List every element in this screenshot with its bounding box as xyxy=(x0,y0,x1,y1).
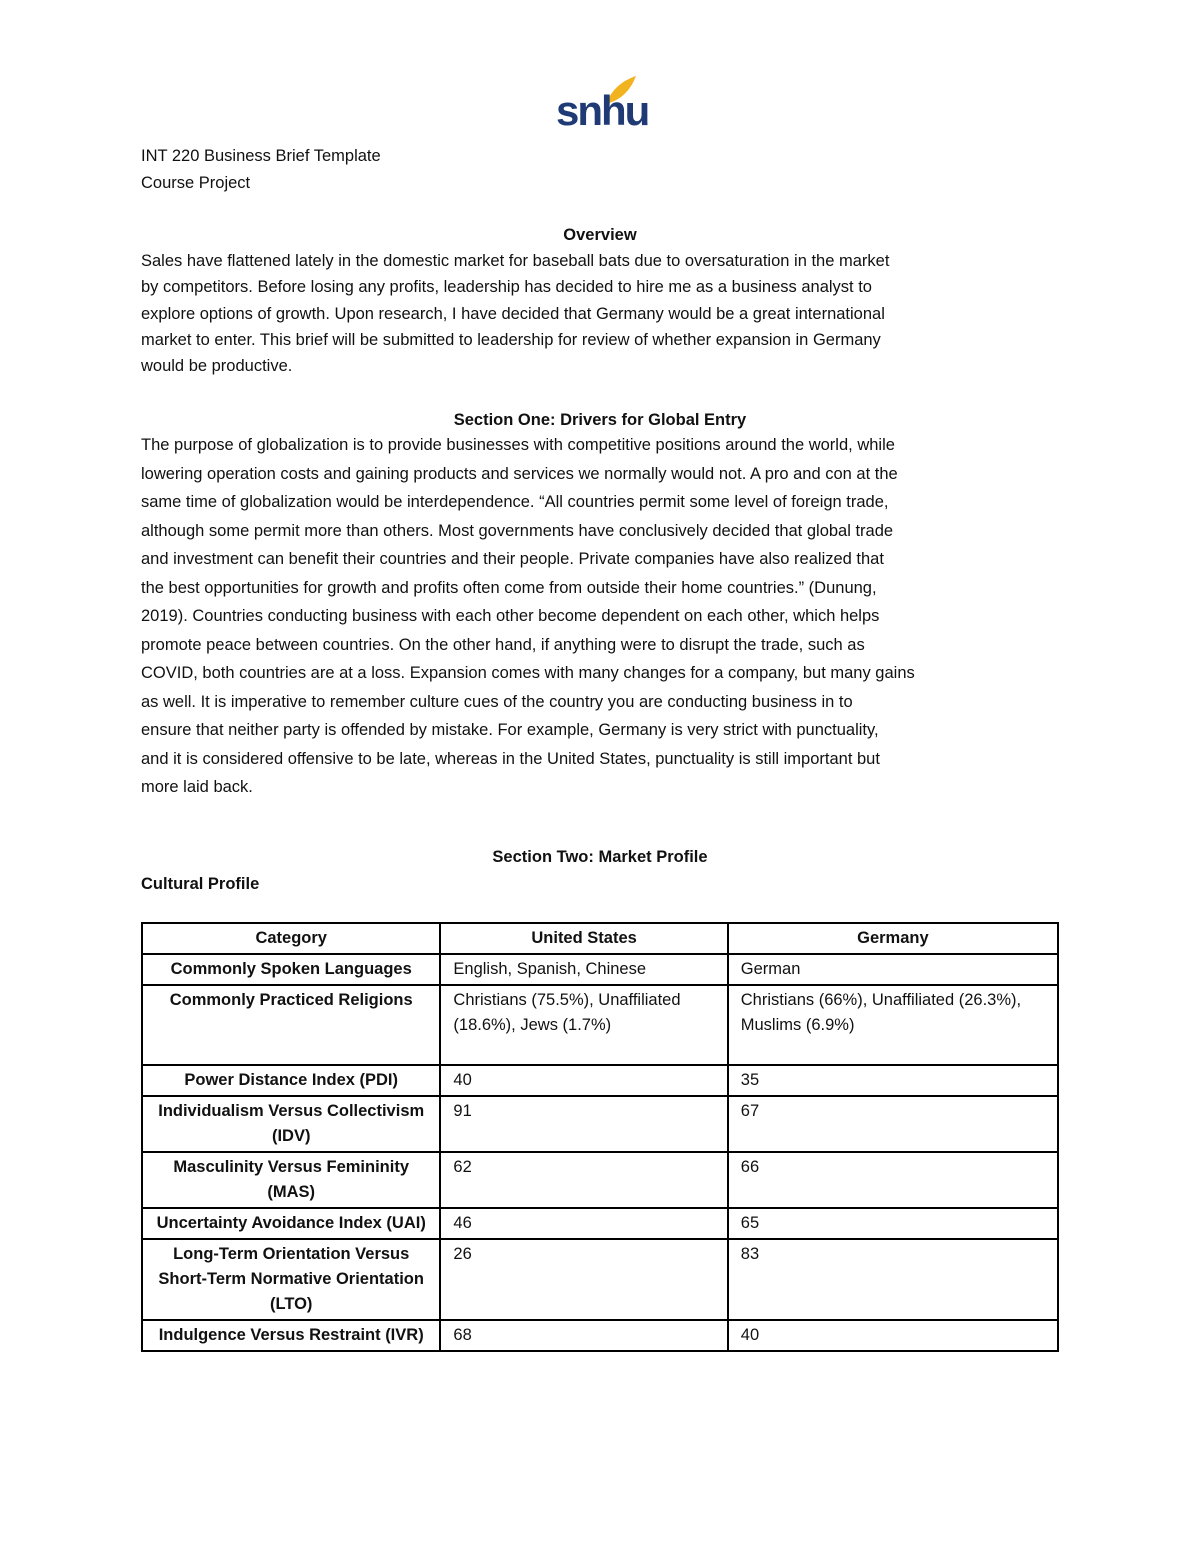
us-cell: English, Spanish, Chinese xyxy=(440,954,727,985)
text-line: and it is considered offensive to be late, whereas in the United States, punctuality is still important but xyxy=(141,749,880,768)
column-header: Germany xyxy=(728,923,1058,954)
table-header-row xyxy=(142,923,1058,954)
text-line: although some permit more than others. Most governments have conclusively decided that global trade xyxy=(141,521,894,540)
category-cell: Masculinity Versus Femininity (MAS) xyxy=(142,1152,440,1208)
text-line: explore options of growth. Upon research, I have decided that Germany would be a great international xyxy=(141,304,885,323)
text-line: would be productive. xyxy=(141,357,293,376)
table-row xyxy=(142,985,1058,1065)
overview-paragraph xyxy=(141,248,889,379)
column-header: United States xyxy=(440,923,727,954)
germany-cell: 65 xyxy=(728,1208,1058,1239)
text-line: by competitors. Before losing any profits, leadership has decided to hire me as a business analyst to xyxy=(141,278,872,297)
category-cell: Indulgence Versus Restraint (IVR) xyxy=(142,1320,440,1351)
cultural-profile-table xyxy=(141,922,1059,1352)
germany-cell: Christians (66%), Unaffiliated (26.3%), Muslims (6.9%) xyxy=(728,985,1058,1065)
document-title: INT 220 Business Brief Template xyxy=(141,147,381,165)
table-row xyxy=(142,1152,1058,1208)
column-header: Category xyxy=(142,923,440,954)
section-one-paragraph xyxy=(141,431,915,802)
category-cell: Commonly Spoken Languages xyxy=(142,954,440,985)
text-line: 2019). Countries conducting business with each other become dependent on each other, which helps xyxy=(141,607,880,625)
table-row xyxy=(142,954,1058,985)
us-cell: 91 xyxy=(440,1096,727,1152)
category-cell: Commonly Practiced Religions xyxy=(142,985,440,1065)
text-line: The purpose of globalization is to provide businesses with competitive positions around the world, while xyxy=(141,436,895,454)
category-cell: Long-Term Orientation Versus Short-Term Normative Orientation (LTO) xyxy=(142,1239,440,1320)
text-line: promote peace between countries. On the other hand, if anything were to disrupt the trade, such as xyxy=(141,635,865,654)
logo-text: snhu xyxy=(556,87,649,134)
section-one-heading: Section One: Drivers for Global Entry xyxy=(453,411,747,429)
germany-cell: 66 xyxy=(728,1152,1058,1208)
text-line: COVID, both countries are at a loss. Expansion comes with many changes for a company, but many gains xyxy=(141,664,915,682)
text-line: as well. It is imperative to remember culture cues of the country you are conducting business in to xyxy=(141,692,853,711)
table-row xyxy=(142,1065,1058,1096)
table-row xyxy=(142,1096,1058,1152)
us-cell: 62 xyxy=(440,1152,727,1208)
us-cell: 68 xyxy=(440,1320,727,1351)
overview-heading: Overview xyxy=(563,226,637,244)
text-line: Sales have flattened lately in the domestic market for baseball bats due to oversaturation in the market xyxy=(141,252,890,270)
germany-cell: 83 xyxy=(728,1239,1058,1320)
document-subtitle: Course Project xyxy=(141,174,251,192)
us-cell: Christians (75.5%), Unaffiliated (18.6%), Jews (1.7%) xyxy=(440,985,727,1065)
table-row xyxy=(142,1208,1058,1239)
germany-cell: 35 xyxy=(728,1065,1058,1096)
us-cell: 26 xyxy=(440,1239,727,1320)
category-cell: Individualism Versus Collectivism (IDV) xyxy=(142,1096,440,1152)
text-line: the best opportunities for growth and profits often come from outside their home countries.” (Dunung, xyxy=(141,578,877,597)
section-two-heading: Section Two: Market Profile xyxy=(492,848,708,866)
category-cell: Power Distance Index (PDI) xyxy=(142,1065,440,1096)
text-line: more laid back. xyxy=(141,778,253,796)
text-line: same time of globalization would be interdependence. “All countries permit some level of foreign trade, xyxy=(141,493,889,511)
germany-cell: German xyxy=(728,954,1058,985)
table-row xyxy=(142,1320,1058,1351)
germany-cell: 67 xyxy=(728,1096,1058,1152)
us-cell: 40 xyxy=(440,1065,727,1096)
text-line: market to enter. This brief will be submitted to leadership for review of whether expansion in Germany xyxy=(141,330,881,349)
text-line: lowering operation costs and gaining products and services we normally would not. A pro and con at the xyxy=(141,464,898,483)
text-line: and investment can benefit their countries and their people. Private companies have also realized that xyxy=(141,550,884,568)
us-cell: 46 xyxy=(440,1208,727,1239)
cultural-profile-heading: Cultural Profile xyxy=(141,875,260,893)
table-row xyxy=(142,1239,1058,1320)
text-line: ensure that neither party is offended by mistake. For example, Germany is very strict with punctuality, xyxy=(141,721,879,739)
germany-cell: 40 xyxy=(728,1320,1058,1351)
category-cell: Uncertainty Avoidance Index (UAI) xyxy=(142,1208,440,1239)
snhu-logo xyxy=(556,74,649,134)
